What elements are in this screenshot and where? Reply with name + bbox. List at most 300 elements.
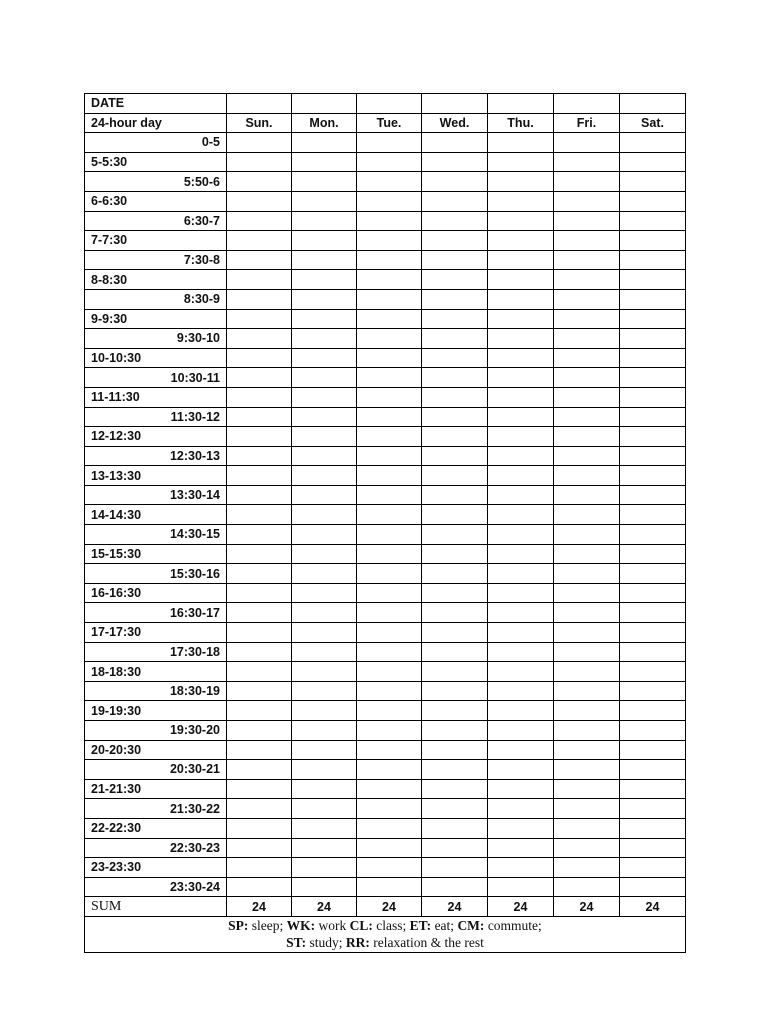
entry-cell-tue[interactable]: [357, 858, 422, 878]
entry-cell-mon[interactable]: [292, 133, 357, 153]
entry-cell-tue[interactable]: [357, 466, 422, 486]
entry-cell-mon[interactable]: [292, 329, 357, 349]
entry-cell-sat[interactable]: [620, 387, 686, 407]
entry-cell-mon[interactable]: [292, 172, 357, 192]
entry-cell-wed[interactable]: [422, 152, 488, 172]
entry-cell-mon[interactable]: [292, 211, 357, 231]
entry-cell-mon[interactable]: [292, 701, 357, 721]
entry-cell-wed[interactable]: [422, 838, 488, 858]
entry-cell-thu[interactable]: [488, 721, 554, 741]
entry-cell-tue[interactable]: [357, 544, 422, 564]
entry-cell-fri[interactable]: [554, 623, 620, 643]
entry-cell-fri[interactable]: [554, 818, 620, 838]
entry-cell-mon[interactable]: [292, 485, 357, 505]
entry-cell-thu[interactable]: [488, 799, 554, 819]
entry-cell-thu[interactable]: [488, 466, 554, 486]
entry-cell-fri[interactable]: [554, 662, 620, 682]
entry-cell-sat[interactable]: [620, 231, 686, 251]
entry-cell-wed[interactable]: [422, 505, 488, 525]
entry-cell-sun[interactable]: [227, 368, 292, 388]
entry-cell-thu[interactable]: [488, 133, 554, 153]
entry-cell-mon[interactable]: [292, 446, 357, 466]
entry-cell-fri[interactable]: [554, 427, 620, 447]
entry-cell-tue[interactable]: [357, 427, 422, 447]
entry-cell-sat[interactable]: [620, 250, 686, 270]
entry-cell-wed[interactable]: [422, 525, 488, 545]
entry-cell-thu[interactable]: [488, 583, 554, 603]
entry-cell-tue[interactable]: [357, 289, 422, 309]
entry-cell-tue[interactable]: [357, 348, 422, 368]
entry-cell-fri[interactable]: [554, 701, 620, 721]
entry-cell-mon[interactable]: [292, 250, 357, 270]
entry-cell-thu[interactable]: [488, 368, 554, 388]
entry-cell-wed[interactable]: [422, 172, 488, 192]
time-slot-row: [85, 172, 686, 192]
entry-cell-thu[interactable]: [488, 681, 554, 701]
date-row: [85, 94, 686, 114]
entry-cell-mon[interactable]: [292, 681, 357, 701]
time-slot-row: [85, 564, 686, 584]
entry-cell-sat[interactable]: [620, 525, 686, 545]
entry-cell-mon[interactable]: [292, 583, 357, 603]
entry-cell-sat[interactable]: [620, 642, 686, 662]
entry-cell-mon[interactable]: [292, 270, 357, 290]
time-slot-label: 5:50-6: [85, 172, 227, 192]
entry-cell-mon[interactable]: [292, 877, 357, 897]
entry-cell-wed[interactable]: [422, 348, 488, 368]
entry-cell-sun[interactable]: [227, 309, 292, 329]
entry-cell-sat[interactable]: [620, 760, 686, 780]
entry-cell-thu[interactable]: [488, 270, 554, 290]
entry-cell-mon[interactable]: [292, 348, 357, 368]
entry-cell-tue[interactable]: [357, 818, 422, 838]
entry-cell-tue[interactable]: [357, 152, 422, 172]
entry-cell-mon[interactable]: [292, 662, 357, 682]
entry-cell-sun[interactable]: [227, 779, 292, 799]
entry-cell-fri[interactable]: [554, 740, 620, 760]
entry-cell-mon[interactable]: [292, 191, 357, 211]
entry-cell-thu[interactable]: [488, 152, 554, 172]
entry-cell-thu[interactable]: [488, 250, 554, 270]
entry-cell-mon[interactable]: [292, 505, 357, 525]
entry-cell-mon[interactable]: [292, 779, 357, 799]
entry-cell-mon[interactable]: [292, 309, 357, 329]
entry-cell-sat[interactable]: [620, 348, 686, 368]
entry-cell-wed[interactable]: [422, 368, 488, 388]
entry-cell-sun[interactable]: [227, 525, 292, 545]
entry-cell-wed[interactable]: [422, 211, 488, 231]
entry-cell-thu[interactable]: [488, 642, 554, 662]
entry-cell-thu[interactable]: [488, 329, 554, 349]
entry-cell-sat[interactable]: [620, 466, 686, 486]
entry-cell-wed[interactable]: [422, 721, 488, 741]
legend-row: [85, 916, 686, 952]
entry-cell-sat[interactable]: [620, 485, 686, 505]
entry-cell-sun[interactable]: [227, 760, 292, 780]
date-label: DATE: [85, 94, 227, 114]
entry-cell-fri[interactable]: [554, 485, 620, 505]
time-slot-row: [85, 407, 686, 427]
entry-cell-thu[interactable]: [488, 211, 554, 231]
entry-cell-tue[interactable]: [357, 505, 422, 525]
entry-cell-thu[interactable]: [488, 779, 554, 799]
entry-cell-thu[interactable]: [488, 407, 554, 427]
entry-cell-fri[interactable]: [554, 368, 620, 388]
date-cell-tue[interactable]: [357, 94, 422, 114]
entry-cell-mon[interactable]: [292, 152, 357, 172]
entry-cell-wed[interactable]: [422, 387, 488, 407]
entry-cell-sun[interactable]: [227, 485, 292, 505]
entry-cell-sat[interactable]: [620, 368, 686, 388]
entry-cell-sat[interactable]: [620, 505, 686, 525]
entry-cell-fri[interactable]: [554, 211, 620, 231]
entry-cell-sun[interactable]: [227, 858, 292, 878]
entry-cell-sat[interactable]: [620, 701, 686, 721]
entry-cell-tue[interactable]: [357, 485, 422, 505]
entry-cell-tue[interactable]: [357, 250, 422, 270]
entry-cell-sat[interactable]: [620, 603, 686, 623]
entry-cell-tue[interactable]: [357, 211, 422, 231]
entry-cell-sun[interactable]: [227, 662, 292, 682]
sum-row: [85, 897, 686, 917]
entry-cell-sun[interactable]: [227, 544, 292, 564]
entry-cell-thu[interactable]: [488, 838, 554, 858]
entry-cell-fri[interactable]: [554, 133, 620, 153]
entry-cell-mon[interactable]: [292, 603, 357, 623]
date-cell-thu[interactable]: [488, 94, 554, 114]
entry-cell-tue[interactable]: [357, 191, 422, 211]
entry-cell-mon[interactable]: [292, 466, 357, 486]
entry-cell-sun[interactable]: [227, 348, 292, 368]
entry-cell-sat[interactable]: [620, 623, 686, 643]
entry-cell-wed[interactable]: [422, 250, 488, 270]
entry-cell-fri[interactable]: [554, 466, 620, 486]
entry-cell-fri[interactable]: [554, 407, 620, 427]
entry-cell-sat[interactable]: [620, 544, 686, 564]
entry-cell-sat[interactable]: [620, 564, 686, 584]
entry-cell-fri[interactable]: [554, 544, 620, 564]
entry-cell-sun[interactable]: [227, 623, 292, 643]
entry-cell-tue[interactable]: [357, 231, 422, 251]
entry-cell-sat[interactable]: [620, 407, 686, 427]
entry-cell-fri[interactable]: [554, 858, 620, 878]
entry-cell-thu[interactable]: [488, 289, 554, 309]
entry-cell-mon[interactable]: [292, 623, 357, 643]
date-cell-mon[interactable]: [292, 94, 357, 114]
entry-cell-sun[interactable]: [227, 603, 292, 623]
entry-cell-thu[interactable]: [488, 818, 554, 838]
time-slot-row: [85, 544, 686, 564]
entry-cell-sat[interactable]: [620, 309, 686, 329]
entry-cell-sun[interactable]: [227, 152, 292, 172]
date-cell-wed[interactable]: [422, 94, 488, 114]
entry-cell-thu[interactable]: [488, 544, 554, 564]
entry-cell-tue[interactable]: [357, 564, 422, 584]
legend-key: SP:: [228, 918, 249, 934]
entry-cell-fri[interactable]: [554, 760, 620, 780]
entry-cell-tue[interactable]: [357, 721, 422, 741]
entry-cell-wed[interactable]: [422, 662, 488, 682]
entry-cell-mon[interactable]: [292, 760, 357, 780]
entry-cell-sat[interactable]: [620, 427, 686, 447]
entry-cell-wed[interactable]: [422, 544, 488, 564]
entry-cell-thu[interactable]: [488, 603, 554, 623]
entry-cell-mon[interactable]: [292, 525, 357, 545]
time-slot-label: 9-9:30: [85, 309, 227, 329]
entry-cell-mon[interactable]: [292, 544, 357, 564]
entry-cell-wed[interactable]: [422, 701, 488, 721]
entry-cell-wed[interactable]: [422, 427, 488, 447]
date-cell-sun[interactable]: [227, 94, 292, 114]
entry-cell-wed[interactable]: [422, 818, 488, 838]
entry-cell-wed[interactable]: [422, 740, 488, 760]
entry-cell-thu[interactable]: [488, 877, 554, 897]
entry-cell-tue[interactable]: [357, 603, 422, 623]
entry-cell-mon[interactable]: [292, 407, 357, 427]
entry-cell-mon[interactable]: [292, 740, 357, 760]
entry-cell-tue[interactable]: [357, 368, 422, 388]
entry-cell-sat[interactable]: [620, 172, 686, 192]
entry-cell-tue[interactable]: [357, 446, 422, 466]
entry-cell-tue[interactable]: [357, 662, 422, 682]
date-cell-fri[interactable]: [554, 94, 620, 114]
entry-cell-fri[interactable]: [554, 564, 620, 584]
entry-cell-thu[interactable]: [488, 760, 554, 780]
entry-cell-sun[interactable]: [227, 387, 292, 407]
time-slot-label: 20:30-21: [85, 760, 227, 780]
entry-cell-thu[interactable]: [488, 231, 554, 251]
entry-cell-sun[interactable]: [227, 289, 292, 309]
entry-cell-sun[interactable]: [227, 681, 292, 701]
entry-cell-wed[interactable]: [422, 779, 488, 799]
entry-cell-fri[interactable]: [554, 348, 620, 368]
entry-cell-wed[interactable]: [422, 877, 488, 897]
entry-cell-thu[interactable]: [488, 348, 554, 368]
entry-cell-sat[interactable]: [620, 740, 686, 760]
entry-cell-sat[interactable]: [620, 779, 686, 799]
entry-cell-tue[interactable]: [357, 681, 422, 701]
entry-cell-fri[interactable]: [554, 387, 620, 407]
entry-cell-sun[interactable]: [227, 407, 292, 427]
entry-cell-wed[interactable]: [422, 231, 488, 251]
entry-cell-tue[interactable]: [357, 740, 422, 760]
entry-cell-thu[interactable]: [488, 858, 554, 878]
entry-cell-fri[interactable]: [554, 231, 620, 251]
entry-cell-sun[interactable]: [227, 231, 292, 251]
entry-cell-thu[interactable]: [488, 525, 554, 545]
entry-cell-sat[interactable]: [620, 289, 686, 309]
day-header-sun: Sun.: [227, 113, 292, 133]
entry-cell-fri[interactable]: [554, 446, 620, 466]
entry-cell-tue[interactable]: [357, 133, 422, 153]
entry-cell-wed[interactable]: [422, 583, 488, 603]
entry-cell-wed[interactable]: [422, 799, 488, 819]
entry-cell-thu[interactable]: [488, 505, 554, 525]
entry-cell-fri[interactable]: [554, 877, 620, 897]
entry-cell-wed[interactable]: [422, 603, 488, 623]
entry-cell-sat[interactable]: [620, 799, 686, 819]
entry-cell-fri[interactable]: [554, 642, 620, 662]
entry-cell-mon[interactable]: [292, 799, 357, 819]
entry-cell-thu[interactable]: [488, 485, 554, 505]
entry-cell-wed[interactable]: [422, 485, 488, 505]
entry-cell-wed[interactable]: [422, 270, 488, 290]
entry-cell-sat[interactable]: [620, 152, 686, 172]
entry-cell-sun[interactable]: [227, 505, 292, 525]
entry-cell-mon[interactable]: [292, 721, 357, 741]
entry-cell-wed[interactable]: [422, 642, 488, 662]
entry-cell-wed[interactable]: [422, 760, 488, 780]
entry-cell-sun[interactable]: [227, 838, 292, 858]
entry-cell-mon[interactable]: [292, 231, 357, 251]
entry-cell-tue[interactable]: [357, 877, 422, 897]
entry-cell-tue[interactable]: [357, 525, 422, 545]
entry-cell-thu[interactable]: [488, 427, 554, 447]
entry-cell-wed[interactable]: [422, 858, 488, 878]
entry-cell-fri[interactable]: [554, 583, 620, 603]
time-slot-label: 14:30-15: [85, 525, 227, 545]
entry-cell-fri[interactable]: [554, 779, 620, 799]
entry-cell-mon[interactable]: [292, 818, 357, 838]
entry-cell-fri[interactable]: [554, 152, 620, 172]
entry-cell-sun[interactable]: [227, 564, 292, 584]
entry-cell-sat[interactable]: [620, 583, 686, 603]
time-slot-label: 13-13:30: [85, 466, 227, 486]
entry-cell-wed[interactable]: [422, 309, 488, 329]
entry-cell-wed[interactable]: [422, 133, 488, 153]
entry-cell-sun[interactable]: [227, 583, 292, 603]
entry-cell-sun[interactable]: [227, 721, 292, 741]
entry-cell-mon[interactable]: [292, 368, 357, 388]
entry-cell-mon[interactable]: [292, 642, 357, 662]
entry-cell-thu[interactable]: [488, 446, 554, 466]
entry-cell-fri[interactable]: [554, 603, 620, 623]
entry-cell-fri[interactable]: [554, 309, 620, 329]
entry-cell-tue[interactable]: [357, 329, 422, 349]
entry-cell-wed[interactable]: [422, 681, 488, 701]
entry-cell-fri[interactable]: [554, 172, 620, 192]
entry-cell-tue[interactable]: [357, 838, 422, 858]
entry-cell-tue[interactable]: [357, 779, 422, 799]
entry-cell-thu[interactable]: [488, 172, 554, 192]
entry-cell-mon[interactable]: [292, 289, 357, 309]
entry-cell-thu[interactable]: [488, 309, 554, 329]
entry-cell-fri[interactable]: [554, 505, 620, 525]
entry-cell-tue[interactable]: [357, 387, 422, 407]
entry-cell-thu[interactable]: [488, 701, 554, 721]
entry-cell-sat[interactable]: [620, 858, 686, 878]
entry-cell-thu[interactable]: [488, 387, 554, 407]
entry-cell-sun[interactable]: [227, 642, 292, 662]
entry-cell-tue[interactable]: [357, 407, 422, 427]
entry-cell-fri[interactable]: [554, 191, 620, 211]
time-slot-label: 11:30-12: [85, 407, 227, 427]
entry-cell-sun[interactable]: [227, 446, 292, 466]
entry-cell-sun[interactable]: [227, 191, 292, 211]
entry-cell-wed[interactable]: [422, 466, 488, 486]
entry-cell-sun[interactable]: [227, 818, 292, 838]
entry-cell-sun[interactable]: [227, 211, 292, 231]
entry-cell-sat[interactable]: [620, 681, 686, 701]
entry-cell-tue[interactable]: [357, 701, 422, 721]
entry-cell-sat[interactable]: [620, 721, 686, 741]
entry-cell-fri[interactable]: [554, 799, 620, 819]
entry-cell-tue[interactable]: [357, 172, 422, 192]
entry-cell-wed[interactable]: [422, 446, 488, 466]
entry-cell-sun[interactable]: [227, 799, 292, 819]
entry-cell-tue[interactable]: [357, 270, 422, 290]
entry-cell-sun[interactable]: [227, 172, 292, 192]
entry-cell-fri[interactable]: [554, 270, 620, 290]
time-slot-row: [85, 133, 686, 153]
entry-cell-sat[interactable]: [620, 270, 686, 290]
entry-cell-sat[interactable]: [620, 877, 686, 897]
entry-cell-fri[interactable]: [554, 289, 620, 309]
entry-cell-tue[interactable]: [357, 623, 422, 643]
entry-cell-thu[interactable]: [488, 564, 554, 584]
entry-cell-sun[interactable]: [227, 270, 292, 290]
entry-cell-thu[interactable]: [488, 662, 554, 682]
entry-cell-fri[interactable]: [554, 250, 620, 270]
entry-cell-fri[interactable]: [554, 838, 620, 858]
entry-cell-sun[interactable]: [227, 133, 292, 153]
entry-cell-wed[interactable]: [422, 407, 488, 427]
entry-cell-sun[interactable]: [227, 250, 292, 270]
entry-cell-sun[interactable]: [227, 329, 292, 349]
entry-cell-thu[interactable]: [488, 740, 554, 760]
day-header-fri: Fri.: [554, 113, 620, 133]
entry-cell-sun[interactable]: [227, 466, 292, 486]
time-slot-label: 18-18:30: [85, 662, 227, 682]
entry-cell-thu[interactable]: [488, 191, 554, 211]
entry-cell-tue[interactable]: [357, 760, 422, 780]
entry-cell-fri[interactable]: [554, 721, 620, 741]
entry-cell-sun[interactable]: [227, 740, 292, 760]
entry-cell-sat[interactable]: [620, 133, 686, 153]
entry-cell-fri[interactable]: [554, 525, 620, 545]
entry-cell-tue[interactable]: [357, 309, 422, 329]
entry-cell-wed[interactable]: [422, 289, 488, 309]
entry-cell-sat[interactable]: [620, 838, 686, 858]
entry-cell-wed[interactable]: [422, 191, 488, 211]
entry-cell-sat[interactable]: [620, 211, 686, 231]
entry-cell-sun[interactable]: [227, 701, 292, 721]
entry-cell-sat[interactable]: [620, 191, 686, 211]
entry-cell-tue[interactable]: [357, 583, 422, 603]
entry-cell-thu[interactable]: [488, 623, 554, 643]
entry-cell-mon[interactable]: [292, 564, 357, 584]
legend-text: work: [315, 918, 350, 934]
entry-cell-mon[interactable]: [292, 427, 357, 447]
entry-cell-wed[interactable]: [422, 623, 488, 643]
entry-cell-wed[interactable]: [422, 564, 488, 584]
entry-cell-sun[interactable]: [227, 877, 292, 897]
entry-cell-mon[interactable]: [292, 387, 357, 407]
entry-cell-sat[interactable]: [620, 446, 686, 466]
entry-cell-mon[interactable]: [292, 858, 357, 878]
date-cell-sat[interactable]: [620, 94, 686, 114]
entry-cell-sat[interactable]: [620, 662, 686, 682]
entry-cell-sat[interactable]: [620, 818, 686, 838]
entry-cell-fri[interactable]: [554, 681, 620, 701]
entry-cell-wed[interactable]: [422, 329, 488, 349]
entry-cell-mon[interactable]: [292, 838, 357, 858]
entry-cell-fri[interactable]: [554, 329, 620, 349]
entry-cell-sun[interactable]: [227, 427, 292, 447]
entry-cell-tue[interactable]: [357, 642, 422, 662]
entry-cell-tue[interactable]: [357, 799, 422, 819]
entry-cell-sat[interactable]: [620, 329, 686, 349]
